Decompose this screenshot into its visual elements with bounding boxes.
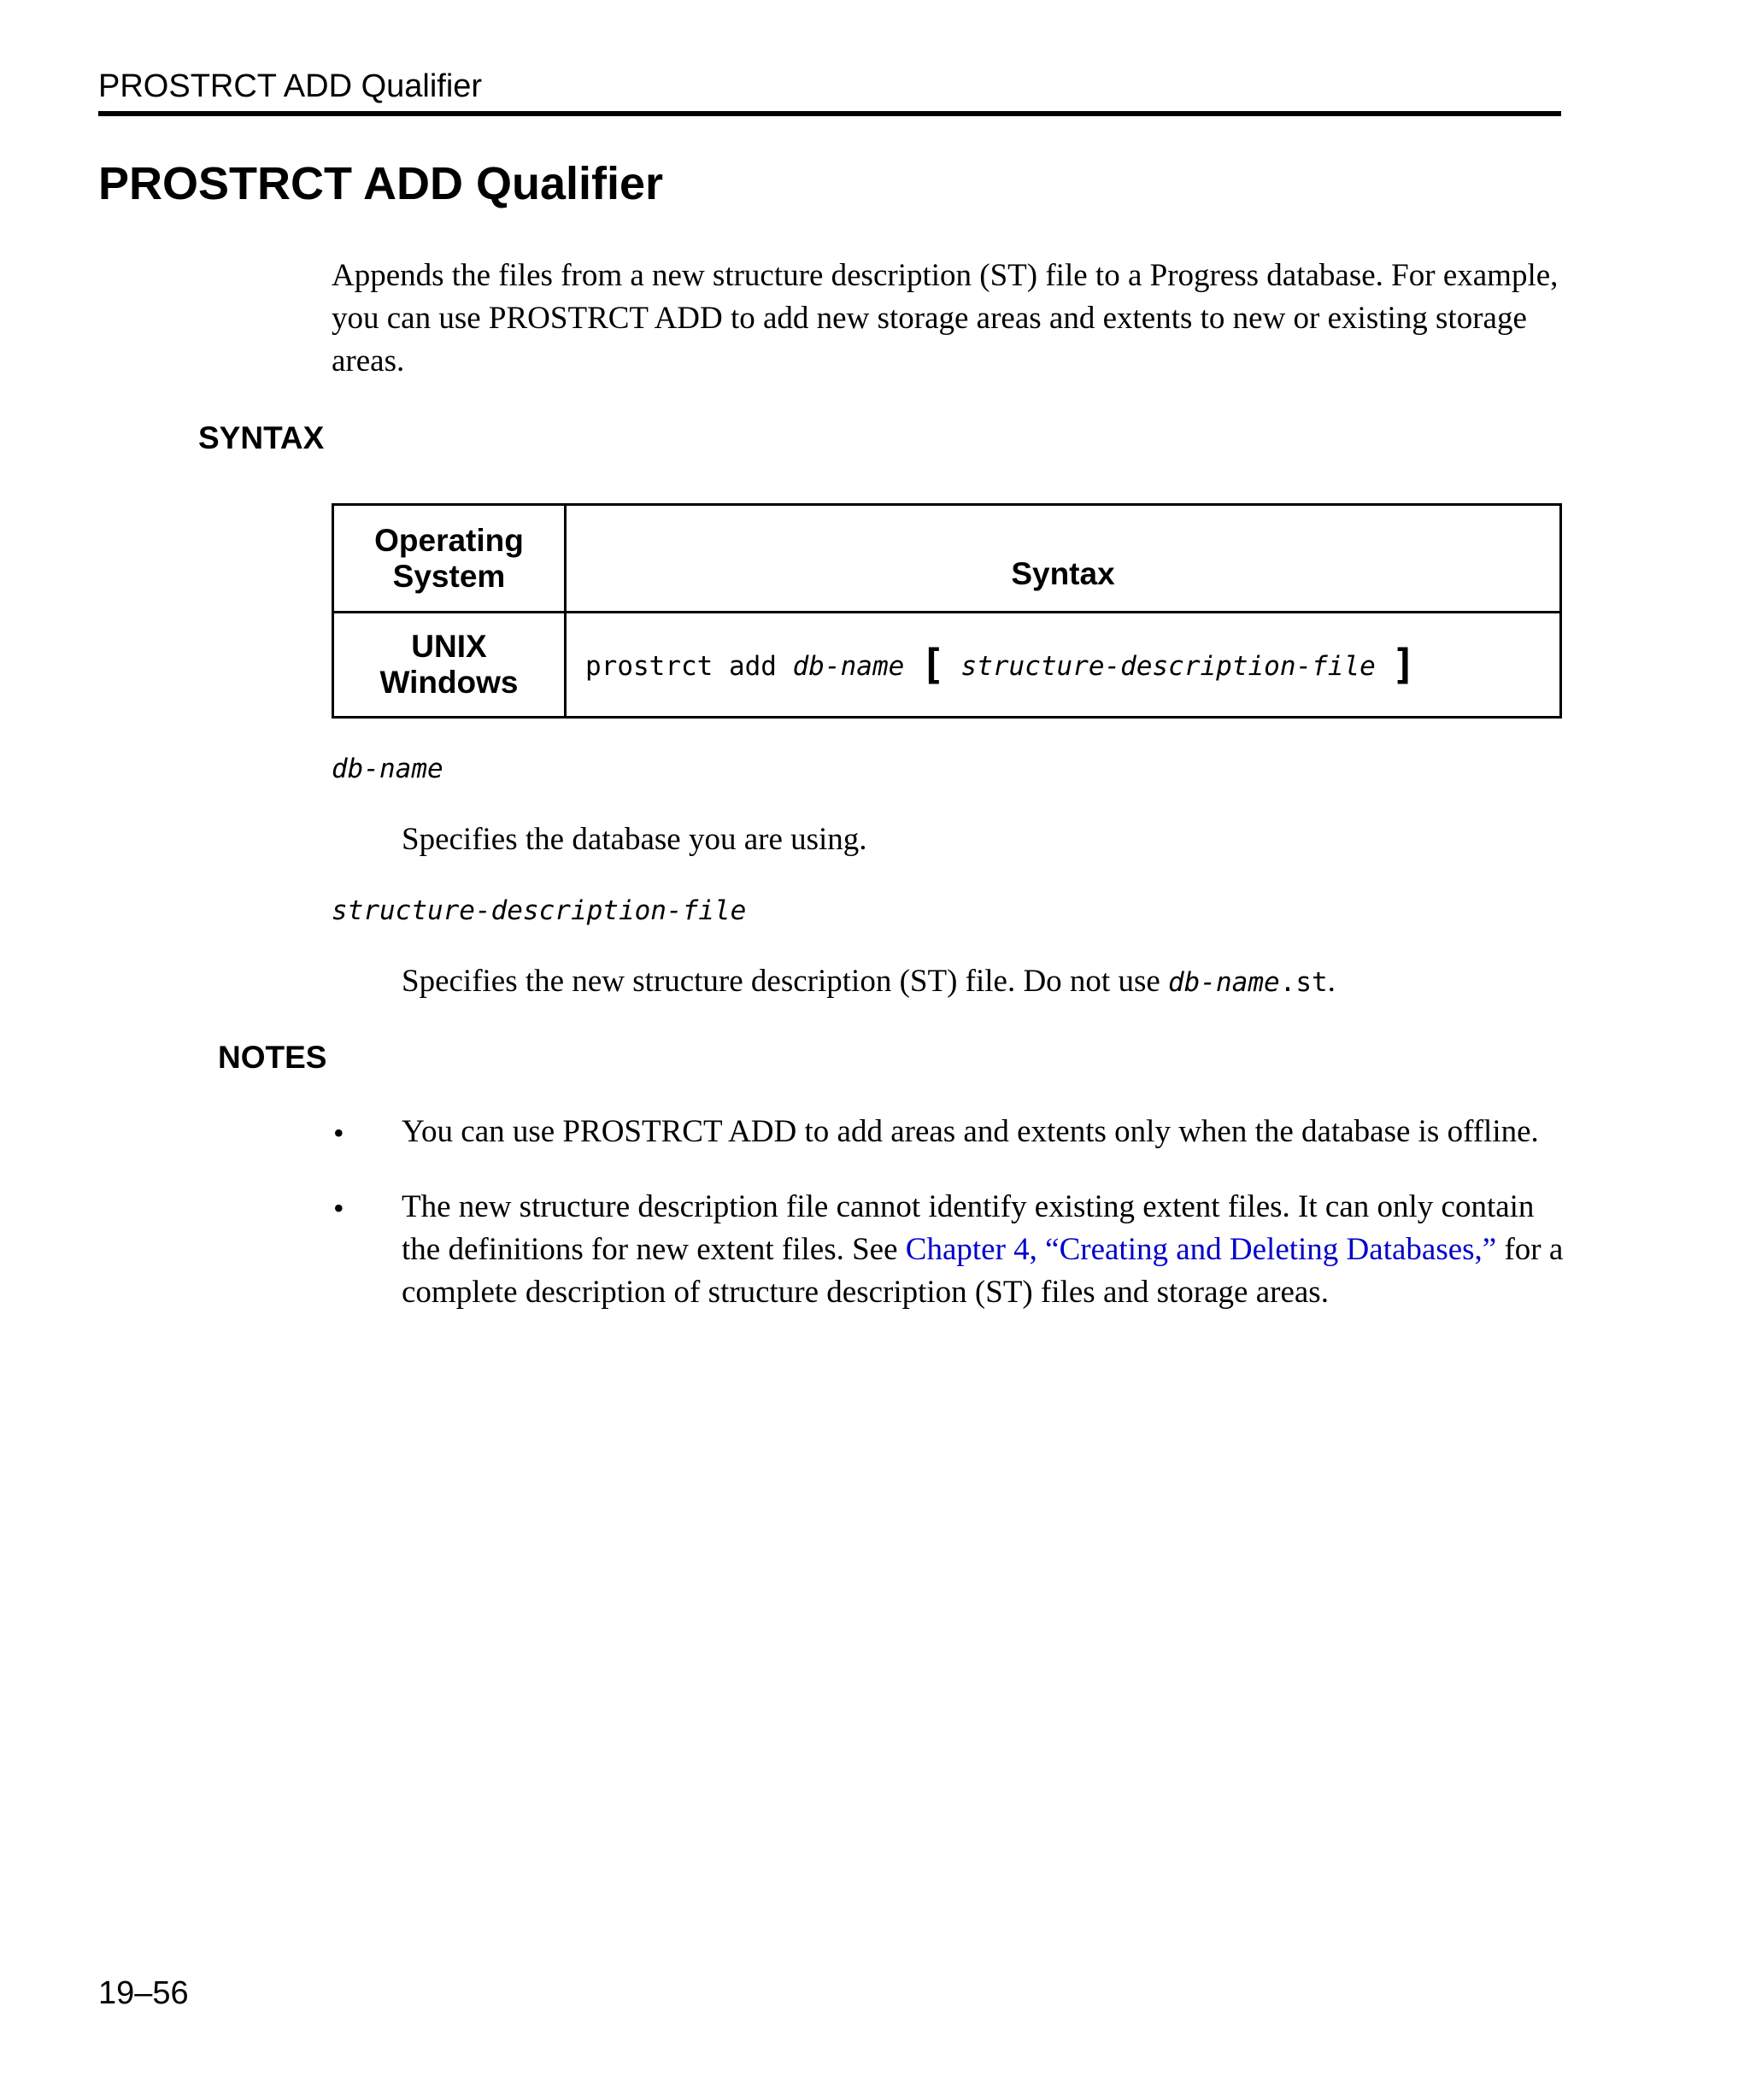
note-item-1: You can use PROSTRCT ADD to add areas and extents only when the database is offline.	[402, 1114, 1539, 1149]
header-rule	[98, 111, 1561, 116]
chapter-4-link[interactable]: Chapter 4, “Creating and Deleting Databases,”	[905, 1232, 1497, 1267]
syntax-close-bracket: ]	[1391, 641, 1417, 689]
syntax-open-bracket: [	[919, 641, 945, 689]
syntax-arg-db-name: db-name	[792, 651, 905, 682]
os-cell	[333, 613, 566, 718]
syntax-arg-structure-description-file: structure-description-file	[960, 651, 1376, 682]
param-term-db-name: db-name	[332, 754, 443, 784]
page-number: 19–56	[98, 1975, 189, 2011]
os-unix: UNIX	[411, 629, 487, 664]
param-term-structure-description-file: structure-description-file	[332, 895, 747, 926]
note2-text-before: The new structure description file cannot identify existing extent files. It can only contain the definitions for new extent files. See	[402, 1189, 1535, 1267]
page-title: PROSTRCT ADD Qualifier	[98, 158, 664, 209]
os-windows: Windows	[379, 665, 519, 700]
syntax-table	[332, 503, 1562, 719]
column-header-syntax: Syntax	[566, 505, 1561, 613]
column-header-os-line2: System	[392, 558, 506, 594]
param-desc-db-name: Specifies the database you are using.	[402, 822, 867, 857]
syntax-table-row	[333, 613, 1561, 718]
note-item-2	[402, 1186, 1572, 1314]
desc-prefix: Specifies the new structure description (ST) file. Do not use	[402, 964, 1169, 999]
column-header-os-line1: Operating	[374, 522, 524, 558]
desc-code-db-name: db-name	[1168, 967, 1280, 998]
running-header: PROSTRCT ADD Qualifier	[98, 68, 483, 104]
syntax-command: prostrct add	[585, 651, 777, 682]
bullet-icon: •	[333, 1191, 344, 1225]
syntax-heading: SYNTAX	[198, 420, 325, 455]
desc-suffix: .	[1327, 964, 1336, 999]
notes-heading: NOTES	[218, 1040, 327, 1075]
desc-code-st-extension: .st	[1279, 967, 1328, 998]
note2-text-after: for a complete description of structure description (ST) files and storage areas.	[402, 1232, 1564, 1310]
syntax-cell	[566, 613, 1561, 718]
param-desc-structure-description-file	[402, 960, 1336, 1004]
bullet-icon: •	[333, 1116, 344, 1150]
syntax-table-header-row	[333, 505, 1561, 613]
intro-paragraph: Appends the files from a new structure description (ST) file to a Progress database. For example, you can use PROSTRCT ADD to add new storage areas and extents to new or existing storage areas.	[332, 258, 1559, 378]
column-header-operating-system	[333, 505, 566, 613]
